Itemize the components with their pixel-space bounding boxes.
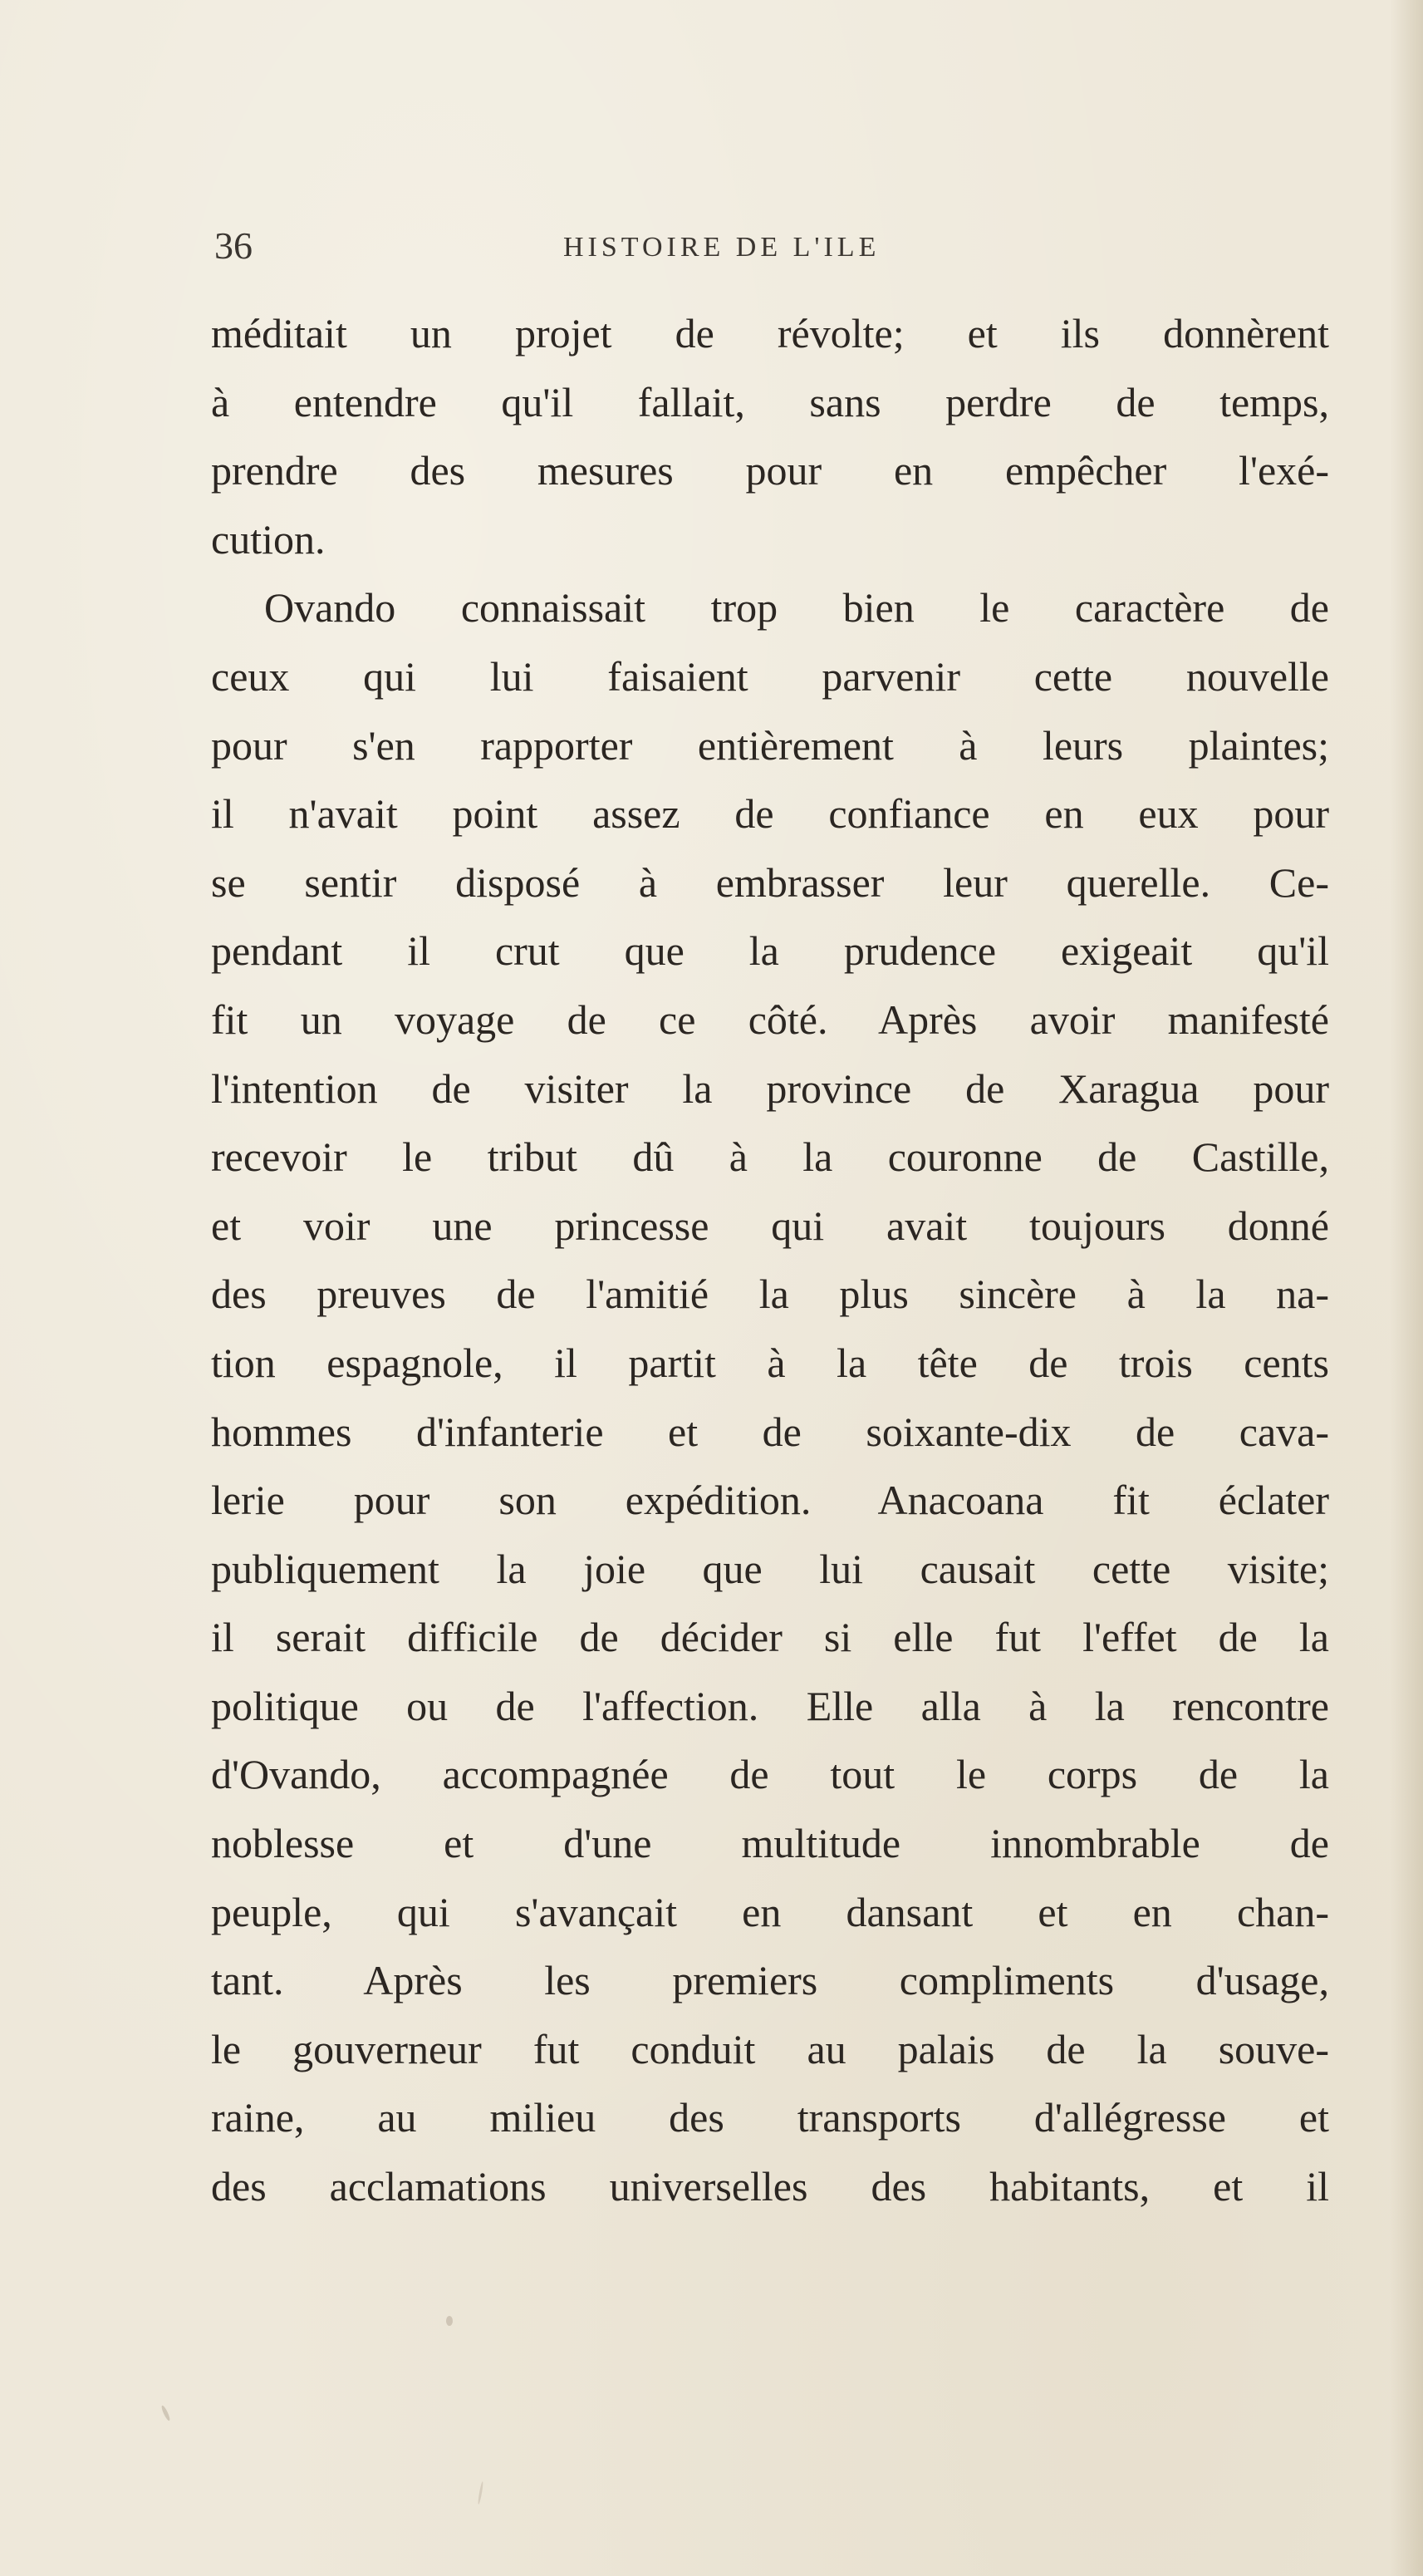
text-line: hommes d'infanterie et de soixante-dix de cava- [211, 1408, 1329, 1455]
text-line: il n'avait point assez de confiance en eux pour [211, 790, 1329, 838]
text-line: à entendre qu'il fallait, sans perdre de temps, [211, 378, 1329, 425]
page-number: 36 [214, 224, 253, 267]
text-line: politique ou de l'affection. Elle alla à la rencontre [211, 1682, 1329, 1729]
page-edge-shadow [1390, 0, 1423, 2576]
text-line: lerie pour son expédition. Anacoana fit éclater [211, 1477, 1329, 1524]
text-line: raine, au milieu des transports d'allégresse et [211, 2094, 1329, 2141]
text-line: pendant il crut que la prudence exigeait qu'il [211, 927, 1329, 975]
text-line: publiquement la joie que lui causait cette visite; [211, 1545, 1329, 1592]
text-line: cution. [211, 515, 326, 563]
text-line: ceux qui lui faisaient parvenir cette nouvelle [211, 652, 1329, 700]
body-text [211, 299, 1329, 2221]
text-line: des acclamations universelles des habitants, et il [211, 2163, 1329, 2210]
text-line: et voir une princesse qui avait toujours donné [211, 1202, 1329, 1249]
text-line: il serait difficile de décider si elle fut l'effet de la [211, 1614, 1329, 1661]
text-line: fit un voyage de ce côté. Après avoir manifesté [211, 995, 1329, 1043]
ink-speck [446, 2316, 453, 2326]
text-line: d'Ovando, accompagnée de tout le corps de la [211, 1751, 1329, 1798]
text-line: prendre des mesures pour en empêcher l'exé- [211, 447, 1329, 494]
ink-speck [160, 2405, 171, 2421]
ink-speck [478, 2481, 484, 2505]
text-line: noblesse et d'une multitude innombrable de [211, 1820, 1329, 1867]
text-line: recevoir le tribut dû à la couronne de Castille, [211, 1133, 1329, 1181]
page-header [214, 221, 1327, 271]
text-line: des preuves de l'amitié la plus sincère à la na- [211, 1271, 1329, 1318]
paragraph-start-line: Ovando connaissait trop bien le caractère de [264, 584, 1329, 632]
text-line: le gouverneur fut conduit au palais de la souve- [211, 2025, 1329, 2072]
text-line: tion espagnole, il partit à la tête de trois cents [211, 1339, 1329, 1386]
text-line: se sentir disposé à embrasser leur querelle. Ce- [211, 858, 1329, 906]
text-line: pour s'en rapporter entièrement à leurs plaintes; [211, 721, 1329, 769]
text-line: tant. Après les premiers compliments d'usage, [211, 1957, 1329, 2004]
text-line: peuple, qui s'avançait en dansant et en chan- [211, 1888, 1329, 1935]
text-line: l'intention de visiter la province de Xaragua pour [211, 1064, 1329, 1112]
running-title: HISTOIRE DE L'ILE [563, 232, 881, 263]
text-line: méditait un projet de révolte; et ils donnèrent [211, 310, 1329, 356]
